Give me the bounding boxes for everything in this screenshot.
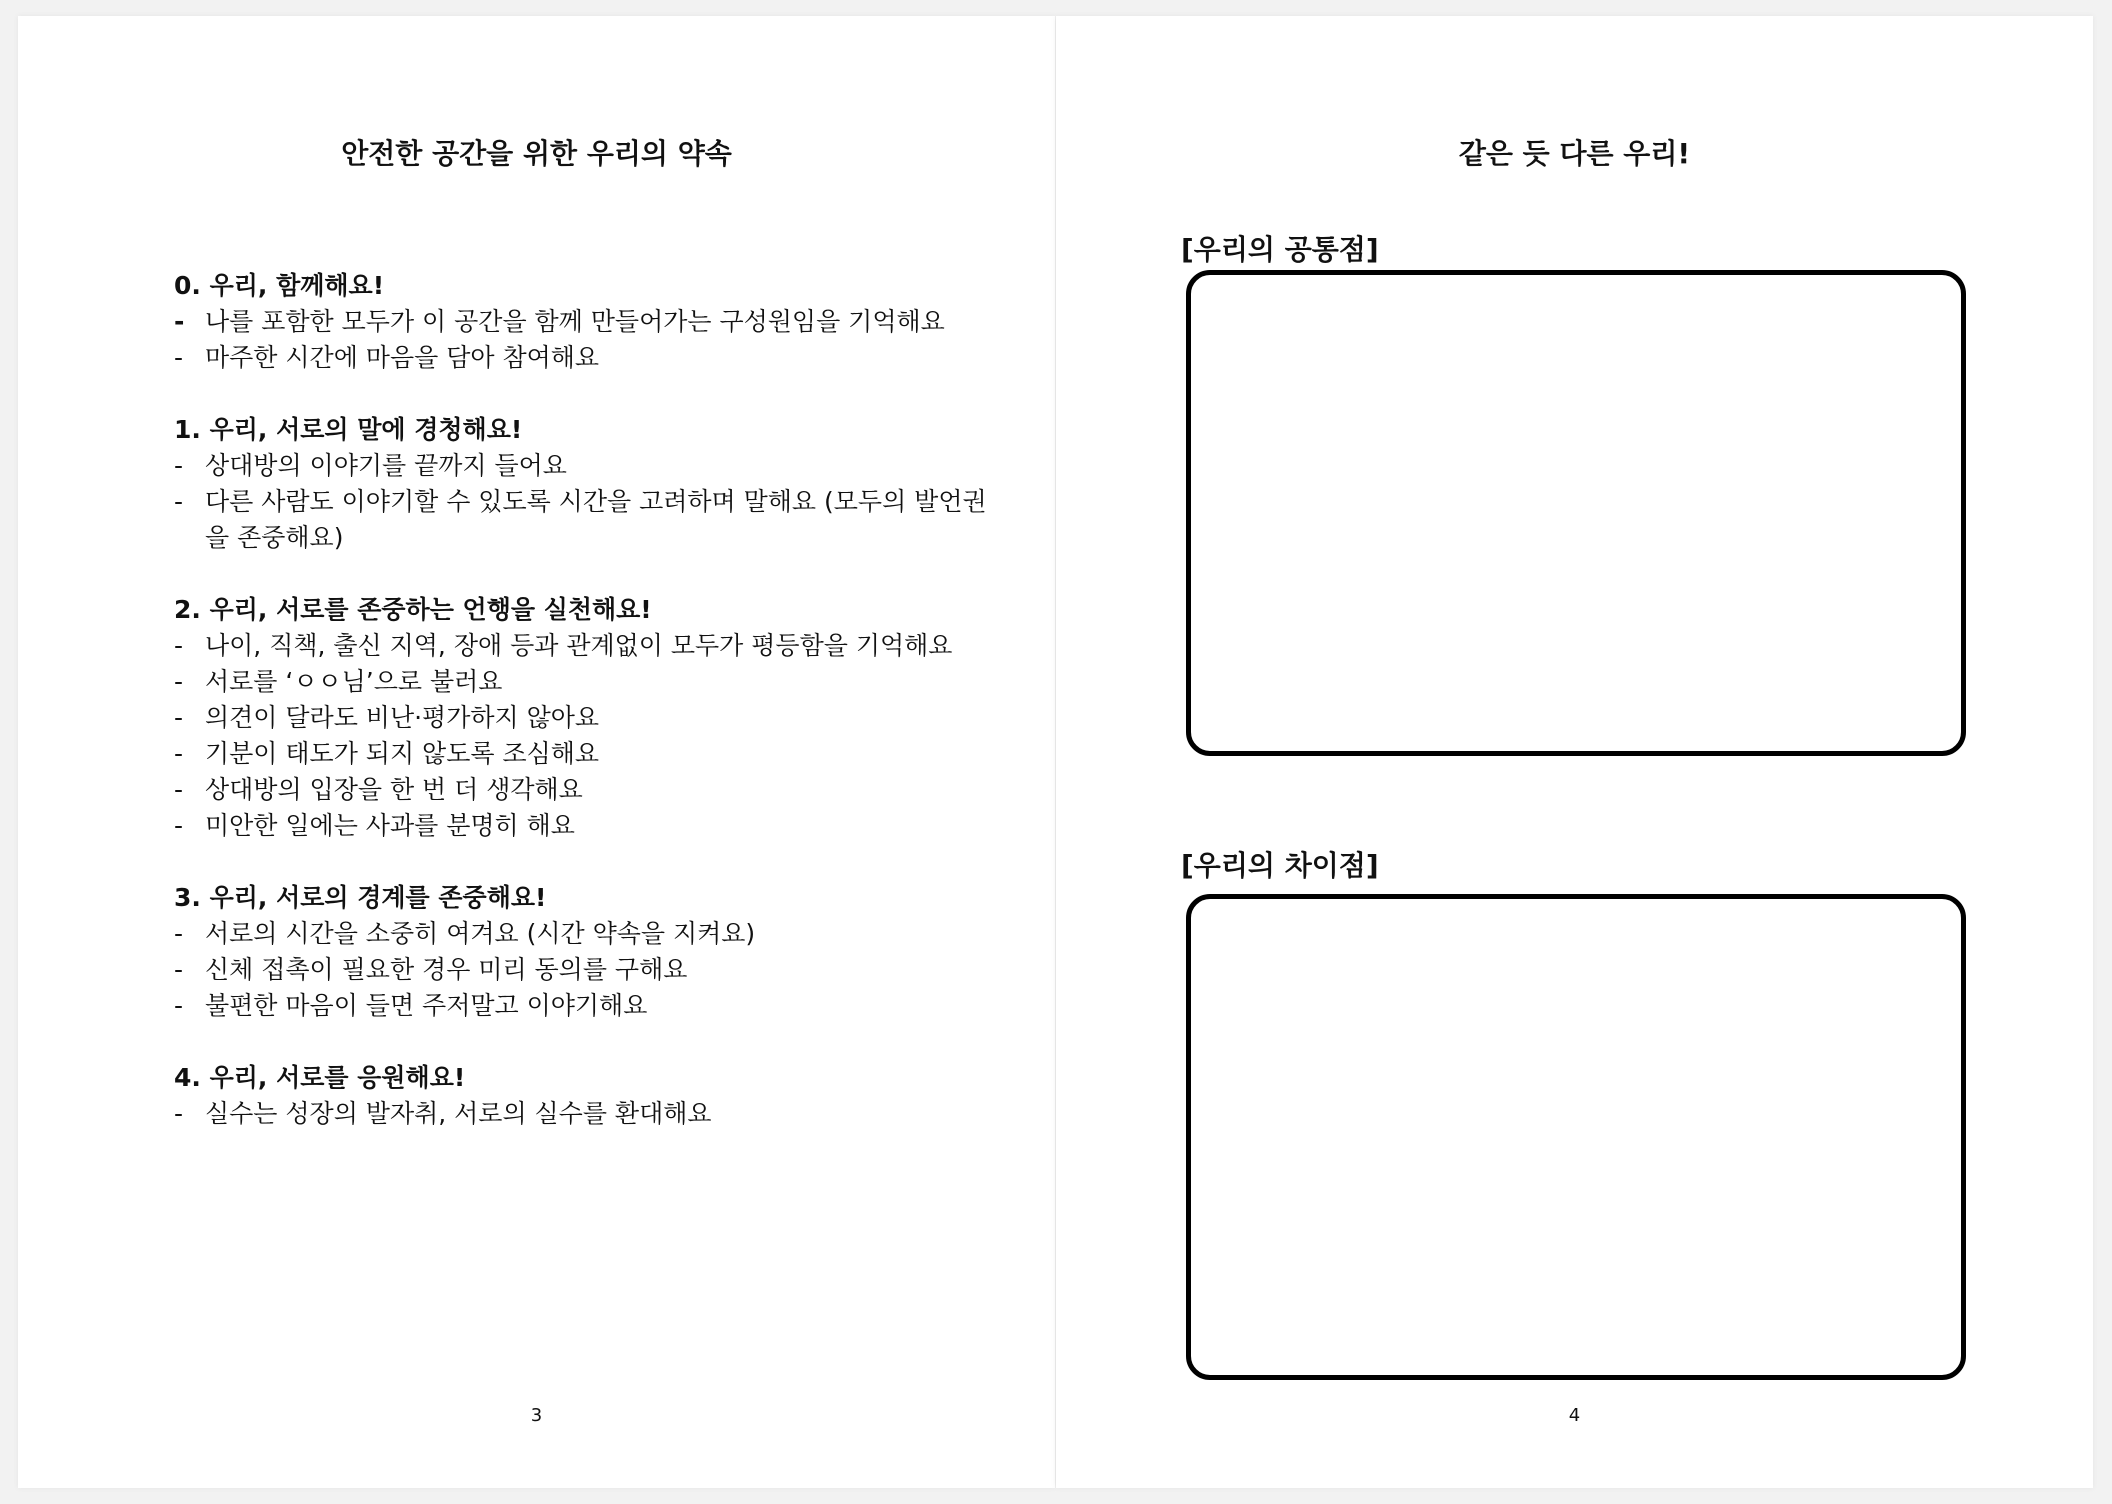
bullet-dash: -: [174, 667, 184, 696]
bullet-dash: -: [174, 739, 184, 768]
bullet-dash: -: [174, 955, 184, 984]
rule-text: 나를 포함한 모두가 이 공간을 함께 만들어가는 구성원임을 기억해요: [205, 307, 945, 336]
differences-label: [우리의 차이점]: [1181, 849, 1379, 882]
rule-item: [174, 736, 994, 772]
bullet-dash: -: [174, 991, 184, 1020]
bullet-dash: -: [174, 1099, 184, 1128]
bullet-dash: -: [174, 631, 184, 660]
page-number: 4: [1568, 1405, 1581, 1426]
right-page: [1056, 16, 2093, 1488]
rule-text: 상대방의 입장을 한 번 더 생각해요: [205, 775, 583, 804]
rule-text: 미안한 일에는 사과를 분명히 해요: [205, 811, 575, 840]
rule-item: [174, 484, 994, 556]
section-heading: 4. 우리, 서로를 응원해요!: [174, 1063, 466, 1092]
bullet-dash: -: [174, 775, 184, 804]
rules-list: [174, 268, 994, 1168]
rule-text: 서로를 ‘ㅇㅇ님’으로 불러요: [205, 667, 503, 696]
bullet-dash: -: [174, 487, 184, 516]
rule-section: [174, 592, 994, 844]
bullet-dash: -: [174, 307, 185, 336]
rule-text: 다른 사람도 이야기할 수 있도록 시간을 고려하며 말해요 (모두의 발언권을 존중해요): [205, 487, 987, 552]
rule-item: [174, 952, 994, 988]
differences-box[interactable]: [1186, 894, 1966, 1380]
rule-item: [174, 916, 994, 952]
rule-item: [174, 628, 994, 664]
rule-text: 마주한 시간에 마음을 담아 참여해요: [205, 343, 600, 372]
rule-text: 나이, 직책, 출신 지역, 장애 등과 관계없이 모두가 평등함을 기억해요: [205, 631, 953, 660]
rule-item: [174, 664, 994, 700]
rule-text: 서로의 시간을 소중히 여겨요 (시간 약속을 지켜요): [205, 919, 756, 948]
bullet-dash: -: [174, 343, 184, 372]
rule-section: [174, 412, 994, 556]
rule-section: [174, 880, 994, 1024]
rule-item: [174, 700, 994, 736]
section-heading: 0. 우리, 함께해요!: [174, 271, 385, 300]
rule-item: [174, 448, 994, 484]
rule-item: [174, 808, 994, 844]
rule-text: 상대방의 이야기를 끝까지 들어요: [205, 451, 567, 480]
rule-section: [174, 1060, 994, 1132]
common-points-box[interactable]: [1186, 270, 1966, 756]
rule-item: [174, 304, 994, 340]
section-heading: 2. 우리, 서로를 존중하는 언행을 실천해요!: [174, 595, 652, 624]
left-page: [18, 16, 1055, 1488]
rule-text: 기분이 태도가 되지 않도록 조심해요: [205, 739, 600, 768]
rule-item: [174, 988, 994, 1024]
rule-item: [174, 1096, 994, 1132]
bullet-dash: -: [174, 919, 184, 948]
rule-text: 실수는 성장의 발자취, 서로의 실수를 환대해요: [205, 1099, 712, 1128]
common-points-label: [우리의 공통점]: [1181, 233, 1379, 266]
section-heading: 3. 우리, 서로의 경계를 존중해요!: [174, 883, 547, 912]
rule-text: 불편한 마음이 들면 주저말고 이야기해요: [205, 991, 648, 1020]
rule-text: 신체 접촉이 필요한 경우 미리 동의를 구해요: [205, 955, 688, 984]
rule-item: [174, 772, 994, 808]
rule-text: 의견이 달라도 비난·평가하지 않아요: [205, 703, 600, 732]
rule-section: [174, 268, 994, 376]
bullet-dash: -: [174, 811, 184, 840]
page-number: 3: [530, 1405, 543, 1426]
section-heading: 1. 우리, 서로의 말에 경청해요!: [174, 415, 523, 444]
bullet-dash: -: [174, 451, 184, 480]
page-title: 같은 듯 다른 우리!: [1458, 137, 1691, 170]
rule-item: [174, 340, 994, 376]
page-title: 안전한 공간을 위한 우리의 약속: [341, 137, 732, 170]
bullet-dash: -: [174, 703, 184, 732]
